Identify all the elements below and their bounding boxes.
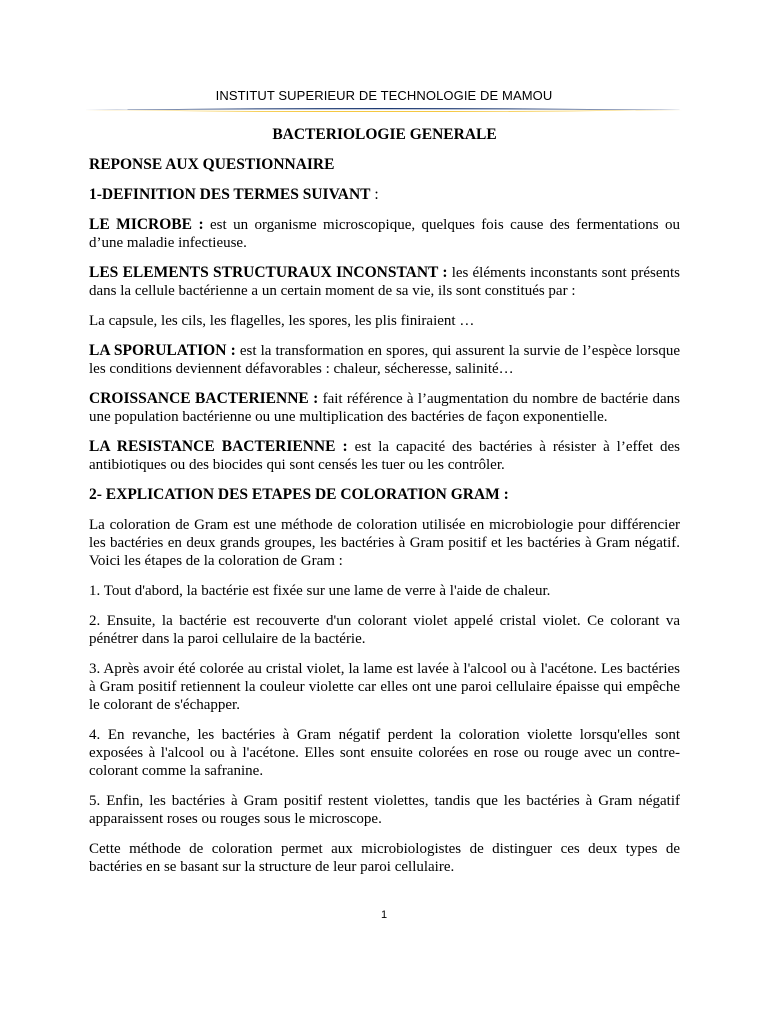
definition-resistance bbox=[89, 438, 680, 474]
page-number: 1 bbox=[380, 909, 388, 921]
definition-term: LA SPORULATION : bbox=[89, 342, 236, 359]
section-2-heading: 2- EXPLICATION DES ETAPES DE COLORATION GRAM : bbox=[89, 486, 509, 503]
gram-step-3: 3. Après avoir été colorée au cristal violet, la lame est lavée à l'alcool ou à l'acétone. Les bactéries à Gram positif retiennent la couleur violette car elles ont une paroi cellulaire épaisse qui empêche le colorant de s'échapper. bbox=[89, 661, 680, 713]
section-1-heading-suffix: : bbox=[370, 186, 379, 203]
header-decorative-rule bbox=[84, 107, 684, 113]
gram-step-5: 5. Enfin, les bactéries à Gram positif restent violettes, tandis que les bactéries à Gram négatif apparaissent roses ou rouges sous le microscope. bbox=[89, 793, 680, 827]
document-title: BACTERIOLOGIE GENERALE bbox=[272, 126, 497, 143]
definition-text: fait référence à l’augmentation du nombre de bactérie dans une population bactérienne ou une multiplication des bactéries de façon exponentielle. bbox=[89, 391, 680, 425]
gram-step-1: 1. Tout d'abord, la bactérie est fixée sur une lame de verre à l'aide de chaleur. bbox=[89, 583, 551, 599]
header-rule-navy bbox=[84, 108, 684, 110]
definition-text: La capsule, les cils, les flagelles, les spores, les plis finiraient … bbox=[89, 313, 475, 329]
gram-step-2: 2. Ensuite, la bactérie est recouverte d'un colorant violet appelé cristal violet. Ce colorant va pénétrer dans la paroi cellulaire de la bactérie. bbox=[89, 613, 680, 647]
document-subtitle: REPONSE AUX QUESTIONNAIRE bbox=[89, 156, 335, 173]
definition-term: LA RESISTANCE BACTERIENNE : bbox=[89, 438, 348, 455]
gram-intro: La coloration de Gram est une méthode de coloration utilisée en microbiologie pour différencier les bactéries en deux grands groupes, les bactéries à Gram positif et les bactéries à Gram négatif. Voici les étapes de la coloration de Gram : bbox=[89, 517, 680, 569]
definition-term: LES ELEMENTS STRUCTURAUX INCONSTANT : bbox=[89, 264, 448, 281]
section-1-heading-text: 1-DEFINITION DES TERMES SUIVANT bbox=[89, 186, 371, 203]
definition-text: les éléments inconstants sont présents dans la cellule bactérienne a un certain moment de sa vie, ils sont constitués par : bbox=[89, 265, 680, 299]
definition-text: est la transformation en spores, qui assurent la survie de l’espèce lorsque les conditions deviennent défavorables : chaleur, sécheresse, salinité… bbox=[89, 343, 680, 377]
definition-microbe bbox=[89, 216, 680, 252]
definition-elements-structuraux bbox=[89, 264, 680, 300]
definition-term: LE MICROBE : bbox=[89, 216, 204, 233]
section-1-heading bbox=[89, 186, 680, 204]
header-institution: INSTITUT SUPERIEUR DE TECHNOLOGIE DE MAMOU bbox=[215, 88, 553, 103]
definition-croissance bbox=[89, 390, 680, 426]
header-rule-gold bbox=[84, 110, 684, 112]
definition-sporulation bbox=[89, 342, 680, 378]
document-body bbox=[89, 126, 680, 888]
definition-text: est un organisme microscopique, quelques fois cause des fermentations ou d’une maladie infectieuse. bbox=[89, 217, 680, 251]
definition-elements-list bbox=[89, 312, 680, 330]
gram-conclusion: Cette méthode de coloration permet aux microbiologistes de distinguer ces deux types de bactéries en se basant sur la structure de leur paroi cellulaire. bbox=[89, 841, 680, 875]
definition-text: est la capacité des bactéries à résister à l’effet des antibiotiques ou des biocides qui sont censés les tuer ou les contrôler. bbox=[89, 439, 680, 473]
gram-step-4: 4. En revanche, les bactéries à Gram négatif perdent la coloration violette lorsqu'elles sont exposées à l'alcool ou à l'acétone. Elles sont ensuite colorées en rose ou rouge avec un contre-colorant comme la safranine. bbox=[89, 727, 680, 779]
definition-term: CROISSANCE BACTERIENNE : bbox=[89, 390, 319, 407]
